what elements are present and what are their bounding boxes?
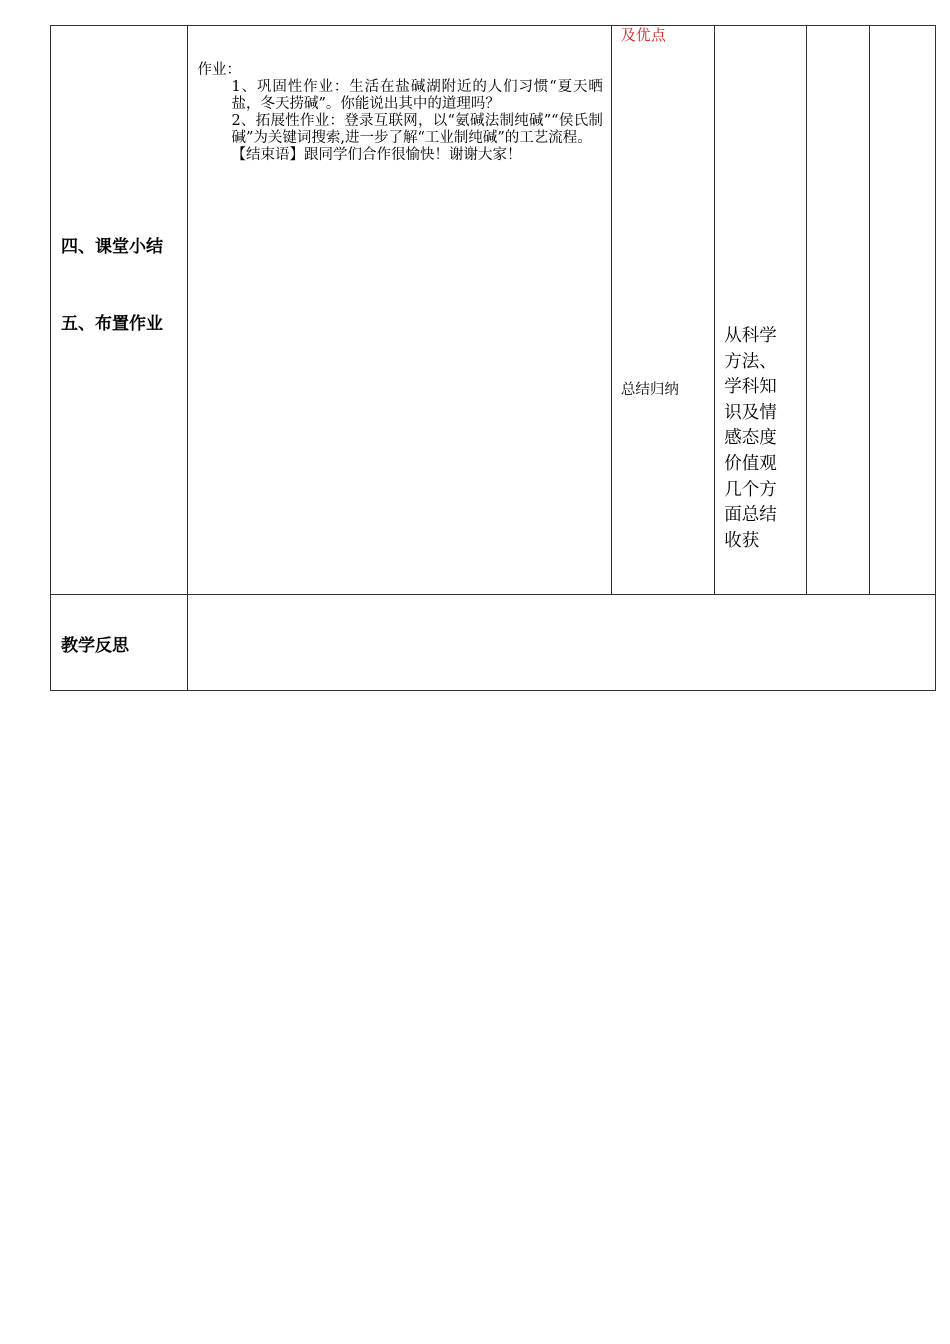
stage-homework: 五、布置作业 bbox=[61, 314, 163, 334]
table-row bbox=[51, 26, 936, 595]
method-cell bbox=[611, 26, 714, 595]
design-intent: 从科学方法、学科知识及情感态度价值观几个方面总结收获 bbox=[724, 326, 777, 551]
empty-cell bbox=[806, 26, 869, 595]
intent-cell bbox=[715, 26, 806, 595]
stage-summary: 四、课堂小结 bbox=[61, 237, 163, 257]
homework-content bbox=[188, 26, 610, 164]
method-text: 总结归纳 bbox=[620, 382, 679, 398]
homework-item-2: 2、拓展性作业：登录互联网，以“氨碱法制纯碱”“侯氏制碱”为关键词搜索,进一步了解“工业制纯碱”的工艺流程。 bbox=[231, 113, 603, 146]
reflection-label: 教学反思 bbox=[61, 636, 129, 656]
stage-cell bbox=[51, 26, 188, 595]
closing-remark: 【结束语】跟同学们合作很愉快！谢谢大家！ bbox=[231, 147, 522, 163]
homework-title: 作业： bbox=[197, 62, 241, 78]
reflection-label-cell bbox=[51, 595, 188, 691]
content-cell bbox=[188, 26, 611, 595]
red-note: 及优点 bbox=[620, 26, 666, 44]
empty-cell bbox=[869, 26, 935, 595]
reflection-content-cell bbox=[188, 595, 936, 691]
lesson-plan-table bbox=[50, 25, 936, 691]
table-row bbox=[51, 595, 936, 691]
homework-item-1: 1、巩固性作业：生活在盐碱湖附近的人们习惯“夏天晒盐，冬天捞碱”。你能说出其中的道理吗？ bbox=[231, 79, 603, 112]
